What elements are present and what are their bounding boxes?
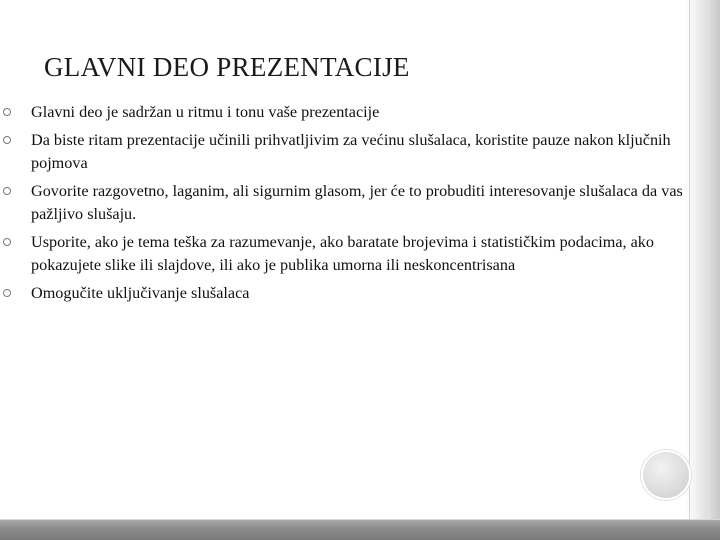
- bullet-text: Govorite razgovetno, laganim, ali sigurnim glasom, jer će to probuditi interesovanje slušalaca da vas pažljivo slušaju.: [31, 181, 683, 223]
- hollow-circle-bullet-icon: [3, 187, 11, 195]
- bullet-item: [0, 231, 700, 278]
- bullet-item: [0, 180, 700, 227]
- hollow-circle-bullet-icon: [3, 108, 11, 116]
- bullet-text: Usporite, ako je tema teška za razumevanje, ako baratate brojevima i statističkim podacima, ako pokazujete slike ili slajdove, ili ako je publika umorna ili neskoncentrisana: [31, 232, 654, 274]
- bottom-bar-decoration: [0, 520, 720, 540]
- hollow-circle-bullet-icon: [3, 289, 11, 297]
- bullet-text: Omogučite uključivanje slušalaca: [31, 283, 250, 302]
- bullet-text: Glavni deo je sadržan u ritmu i tonu vaše prezentacije: [31, 103, 380, 121]
- bullet-item: [0, 282, 700, 306]
- bullet-item: [0, 101, 700, 125]
- bullet-item: [0, 129, 700, 176]
- circle-decoration-icon: [641, 450, 691, 500]
- bullet-list: [0, 101, 700, 309]
- right-frame-line-inner: [709, 0, 710, 520]
- hollow-circle-bullet-icon: [3, 136, 11, 144]
- slide-title: GLAVNI DEO PREZENTACIJE: [44, 52, 410, 82]
- hollow-circle-bullet-icon: [3, 238, 11, 246]
- bullet-text: Da biste ritam prezentacije učinili prihvatljivim za većinu slušalaca, koristite pauze nakon ključnih pojmova: [31, 130, 671, 172]
